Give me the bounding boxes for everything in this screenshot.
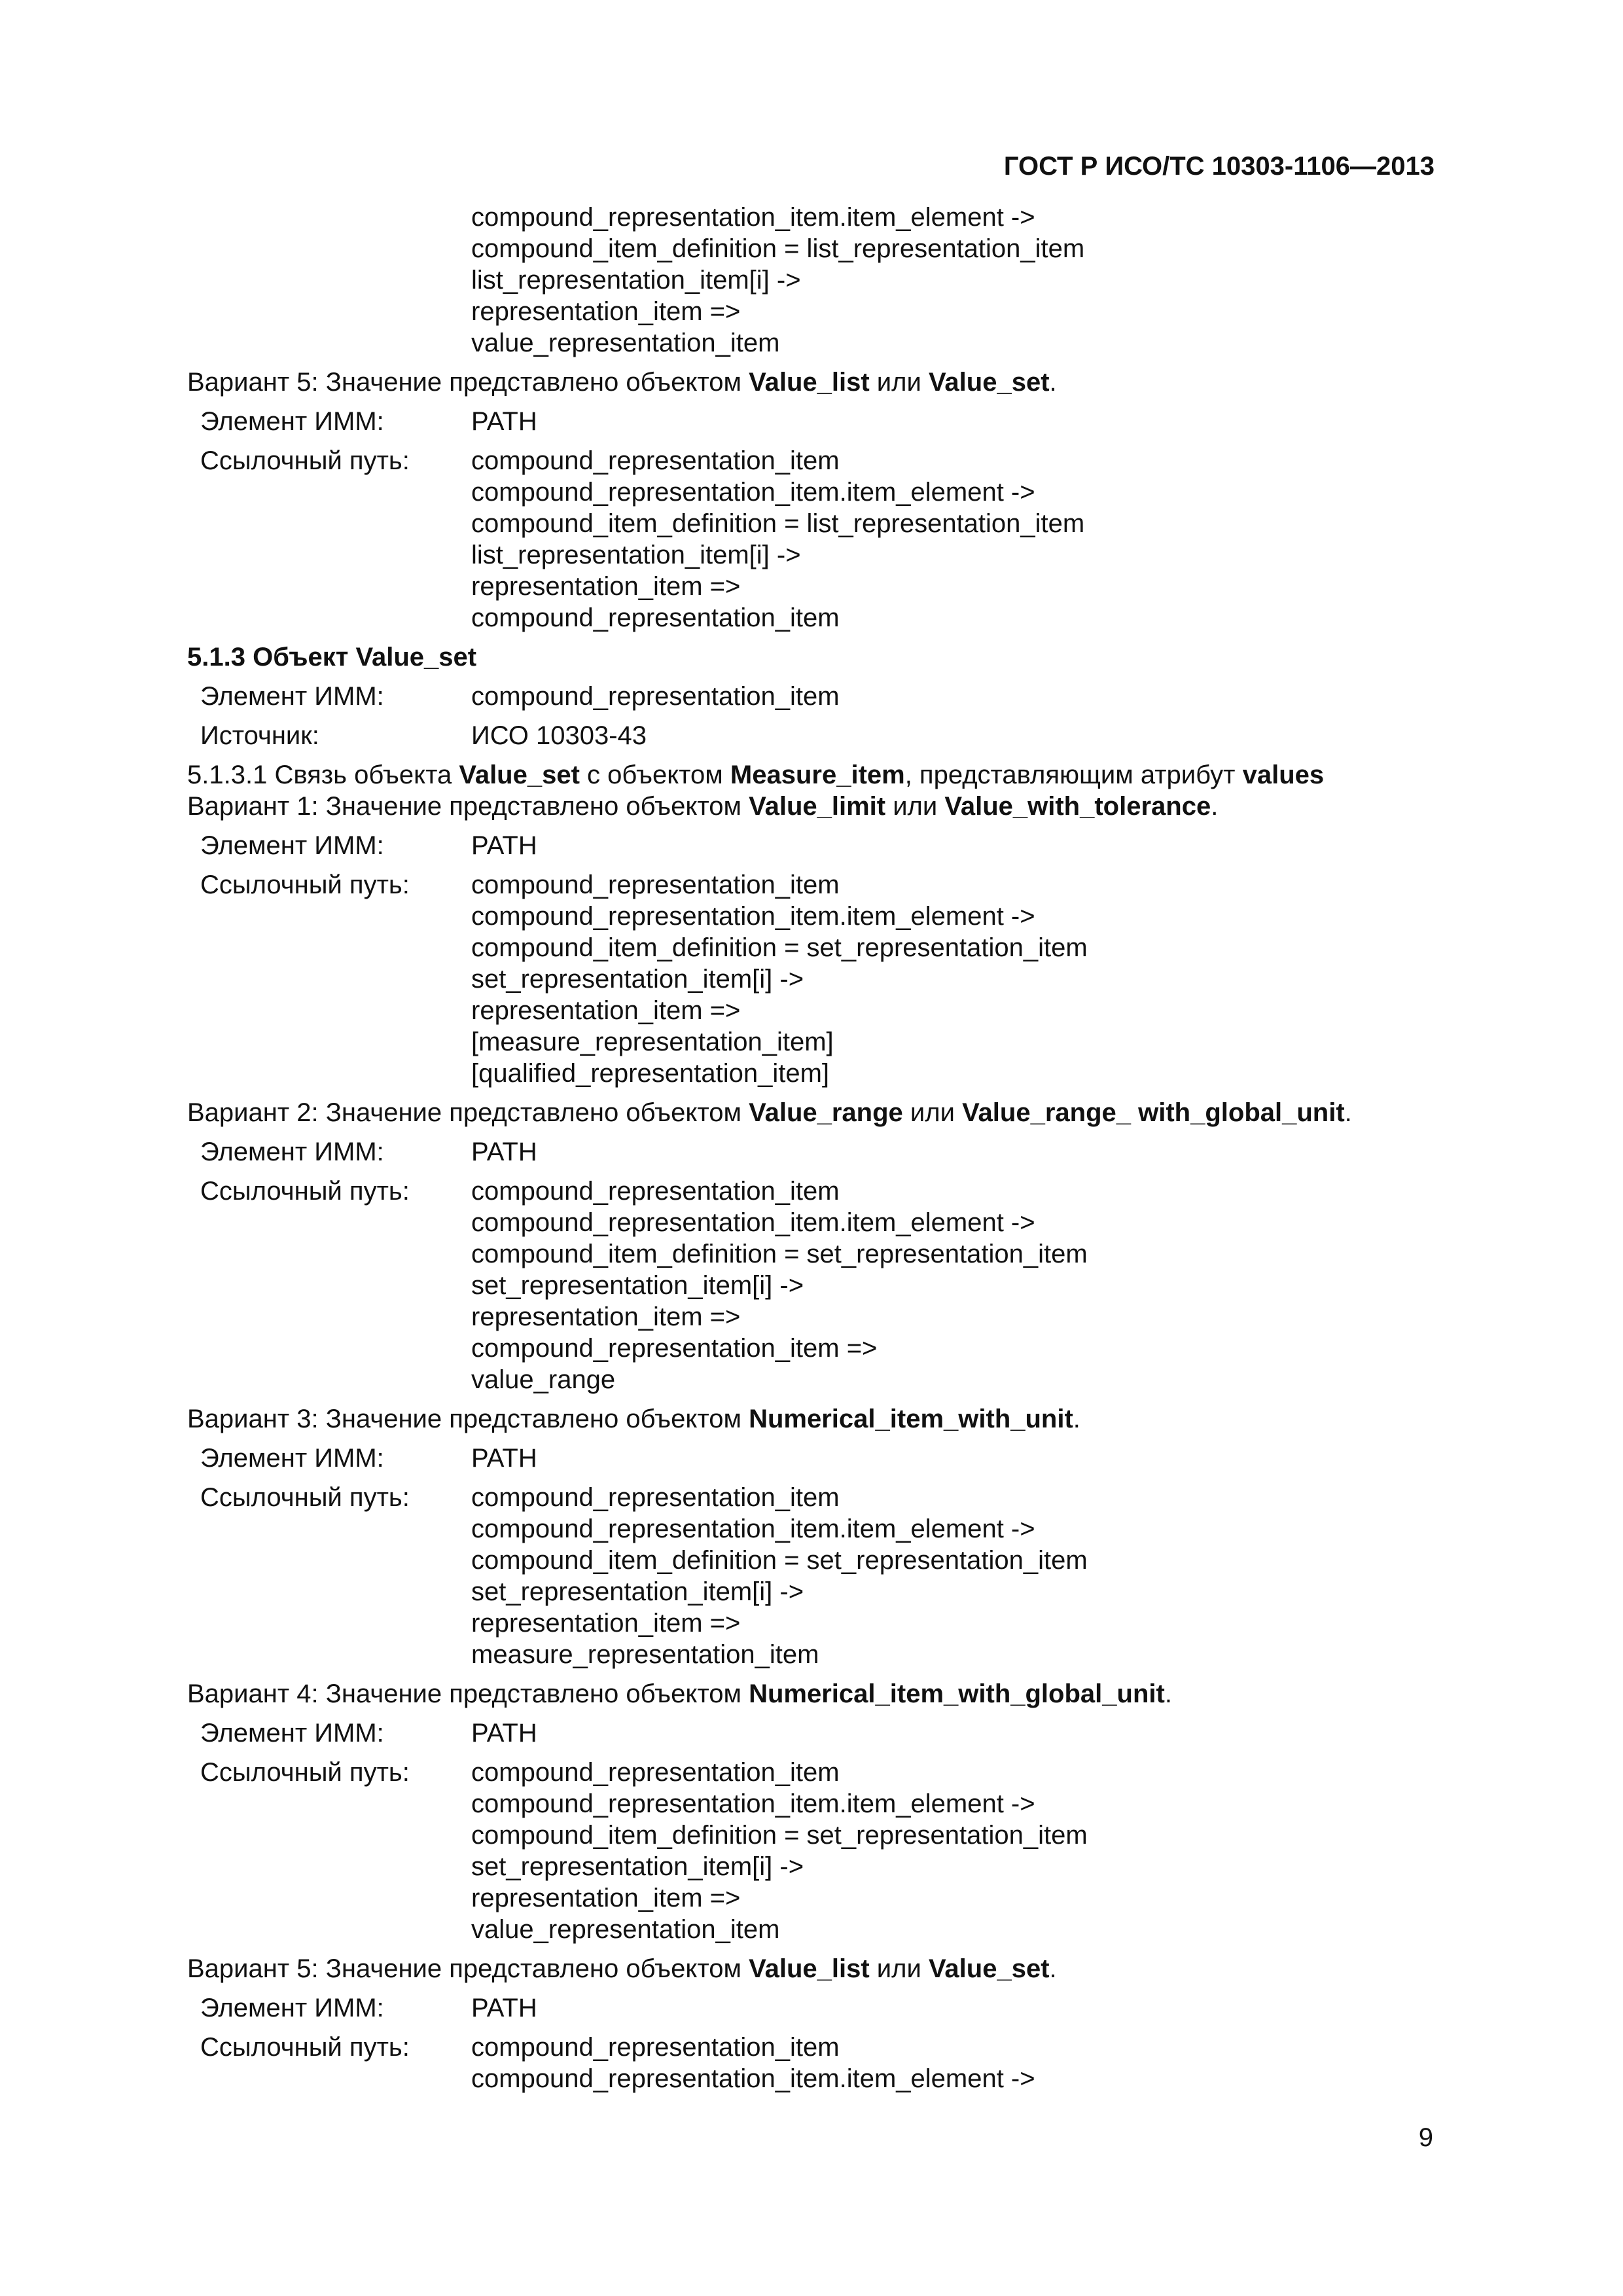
path-line: compound_item_definition = set_representation_item xyxy=(471,1240,1088,1268)
reference-row xyxy=(187,1175,1450,1207)
path-line: compound_item_definition = set_representation_item xyxy=(471,1821,1088,1850)
reference-row xyxy=(187,1757,1450,1788)
path-line: measure_representation_item xyxy=(471,1640,819,1669)
path-line: compound_representation_item.item_element -> xyxy=(471,1789,1035,1818)
element-label: Элемент ИММ: xyxy=(200,1719,384,1748)
element-row xyxy=(187,1443,1450,1474)
path-line: compound_representation_item.item_element -> xyxy=(471,1515,1035,1543)
path-line: compound_item_definition = set_representation_item xyxy=(471,933,1088,962)
reference-row xyxy=(187,445,1450,476)
variant-heading: Вариант 5: Значение представлено объектом Value_list или Value_set. xyxy=(187,1954,1057,1983)
reference-row xyxy=(187,1482,1450,1513)
element-label: Элемент ИММ: xyxy=(200,682,384,711)
path-line: representation_item => xyxy=(471,1884,741,1912)
path-line: representation_item => xyxy=(471,1302,741,1331)
subsection-heading: 5.1.3.1 Связь объекта Value_set с объектом Measure_item, представляющим атрибут values xyxy=(187,761,1325,789)
reference-label: Ссылочный путь: xyxy=(200,1483,410,1512)
element-label: Элемент ИММ: xyxy=(200,1138,384,1166)
element-row xyxy=(187,1136,1450,1168)
element-label: Элемент ИММ: xyxy=(200,1444,384,1473)
path-line: [qualified_representation_item] xyxy=(471,1059,830,1088)
reference-label: Ссылочный путь: xyxy=(200,1758,410,1787)
path-line: representation_item => xyxy=(471,572,741,601)
path-line: set_representation_item[i] -> xyxy=(471,1271,804,1300)
page-number: 9 xyxy=(1418,2123,1433,2152)
path-line: representation_item => xyxy=(471,996,741,1025)
element-row xyxy=(187,681,1450,712)
variant-heading: Вариант 5: Значение представлено объектом Value_list или Value_set. xyxy=(187,368,1057,397)
reference-row xyxy=(187,2032,1450,2063)
element-value: PATH xyxy=(471,1719,537,1748)
reference-row xyxy=(187,869,1450,901)
source-label: Источник: xyxy=(200,721,319,750)
path-line: compound_representation_item xyxy=(471,870,840,899)
path-line: compound_representation_item.item_element -> xyxy=(471,478,1035,507)
variant-heading: Вариант 2: Значение представлено объектом Value_range или Value_range_ with_global_unit. xyxy=(187,1098,1352,1127)
path-line: compound_representation_item xyxy=(471,603,840,632)
path-line: value_range xyxy=(471,1365,616,1394)
path-line: compound_representation_item.item_element -> xyxy=(471,1208,1035,1237)
path-line: set_representation_item[i] -> xyxy=(471,1577,804,1606)
path-line: representation_item => xyxy=(471,1609,741,1638)
reference-label: Ссылочный путь: xyxy=(200,2033,410,2062)
path-line: compound_representation_item xyxy=(471,1177,840,1206)
element-label: Элемент ИММ: xyxy=(200,407,384,436)
path-line: compound_representation_item xyxy=(471,1483,840,1512)
page-content xyxy=(187,202,1450,2094)
document-header: ГОСТ Р ИСО/ТС 10303-1106—2013 xyxy=(1003,152,1435,181)
path-line: list_representation_item[i] -> xyxy=(471,541,801,569)
reference-label: Ссылочный путь: xyxy=(200,446,410,475)
path-line: list_representation_item[i] -> xyxy=(471,266,801,295)
path-line: value_representation_item xyxy=(471,1915,780,1944)
element-value: PATH xyxy=(471,407,537,436)
section-heading: 5.1.3 Объект Value_set xyxy=(187,643,477,672)
path-line: value_representation_item xyxy=(471,329,780,357)
element-row xyxy=(187,406,1450,437)
path-line: set_representation_item[i] -> xyxy=(471,965,804,994)
path-line: compound_representation_item.item_element -> xyxy=(471,203,1035,232)
element-label: Элемент ИММ: xyxy=(200,831,384,860)
element-row xyxy=(187,1992,1450,2024)
path-line: compound_representation_item.item_element -> xyxy=(471,2064,1035,2093)
path-line: compound_representation_item xyxy=(471,446,840,475)
element-row xyxy=(187,1717,1450,1749)
reference-label: Ссылочный путь: xyxy=(200,870,410,899)
variant-heading: Вариант 1: Значение представлено объектом Value_limit или Value_with_tolerance. xyxy=(187,792,1219,821)
path-line: compound_representation_item xyxy=(471,1758,840,1787)
variant-heading: Вариант 4: Значение представлено объектом Numerical_item_with_global_unit. xyxy=(187,1679,1172,1708)
path-line: compound_item_definition = list_representation_item xyxy=(471,234,1085,263)
element-label: Элемент ИММ: xyxy=(200,1994,384,2022)
path-line: representation_item => xyxy=(471,297,741,326)
element-value: PATH xyxy=(471,1444,537,1473)
path-line: compound_representation_item xyxy=(471,2033,840,2062)
path-line: set_representation_item[i] -> xyxy=(471,1852,804,1881)
path-line: [measure_representation_item] xyxy=(471,1028,834,1056)
element-value: PATH xyxy=(471,1994,537,2022)
variant-heading: Вариант 3: Значение представлено объектом Numerical_item_with_unit. xyxy=(187,1405,1080,1433)
source-row xyxy=(187,720,1450,751)
path-line: compound_representation_item => xyxy=(471,1334,878,1363)
element-value: PATH xyxy=(471,831,537,860)
element-value: PATH xyxy=(471,1138,537,1166)
reference-label: Ссылочный путь: xyxy=(200,1177,410,1206)
element-value: compound_representation_item xyxy=(471,682,840,711)
path-line: compound_representation_item.item_element -> xyxy=(471,902,1035,931)
element-row xyxy=(187,830,1450,861)
path-line: compound_item_definition = set_representation_item xyxy=(471,1546,1088,1575)
source-value: ИСО 10303-43 xyxy=(471,721,647,750)
path-line: compound_item_definition = list_representation_item xyxy=(471,509,1085,538)
